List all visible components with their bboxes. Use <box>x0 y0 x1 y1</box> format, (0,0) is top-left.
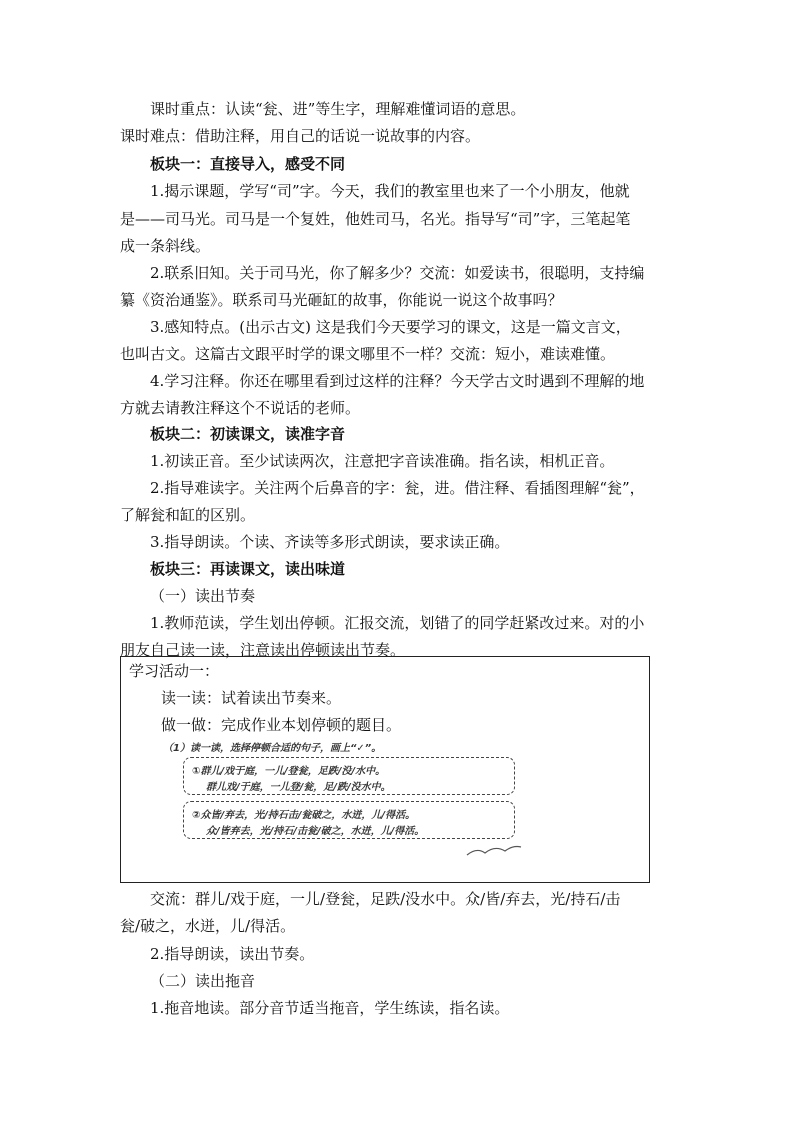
paragraph-line: 了解瓮和缸的区别。 <box>120 506 256 524</box>
paragraph-line: 3.感知特点。(出示古文) 这是我们今天要学习的课文，这是一篇文言文， <box>150 318 631 336</box>
paragraph-line: 1.拖音地读。部分音节适当拖音，学生练读，指名读。 <box>150 999 510 1017</box>
paragraph-line: 交流：群儿/戏于庭，一儿/登瓮，足跌/没水中。众/皆/弃去，光/持石/击 <box>150 890 621 908</box>
paragraph-line: 1.揭示课题，学写“司”字。今天，我们的教室里也来了一个小朋友，他就 <box>150 182 630 200</box>
paragraph-line: 成一条斜线。 <box>120 237 211 255</box>
key-points-line: 课时重点：认读“瓮、进”等生字，理解难懂词语的意思。 <box>150 100 526 118</box>
exercise-title: （1）读一读，选择停顿合适的句子，画上“✓”。 <box>163 743 382 754</box>
paragraph-line: 1.初读正音。至少试读两次，注意把字音读准确。指名读，相机正音。 <box>150 452 615 470</box>
exercise-image <box>163 739 523 851</box>
paragraph-line: 也叫古文。这篇古文跟平时学的课文哪里不一样？交流：短小，难读难懂。 <box>120 345 616 363</box>
exercise-group-2 <box>183 801 515 839</box>
paragraph-line: 1.教师范读，学生划出停顿。汇报交流，划错了的同学赶紧改过来。对的小 <box>150 614 645 632</box>
activity-do: 做一做：完成作业本划停顿的题目。 <box>161 716 402 734</box>
exercise-option: 众/皆弃去，光/持石/击瓮/破之，水迸，儿/得活。 <box>206 826 425 837</box>
subsection-heading: （二）读出拖音 <box>150 972 256 990</box>
exercise-option: ①群儿/戏于庭，一儿/登瓮，足跌/没/水中。 <box>192 766 386 777</box>
paragraph-line: 方就去请教注释这个不说话的老师。 <box>120 399 361 417</box>
paragraph-line: 是——司马光。司马是一个复姓，他姓司马，名光。指导写“司”字，三笔起笔 <box>120 210 631 228</box>
handwriting-mark <box>465 841 525 861</box>
paragraph-line: 3.指导朗读。个读、齐读等多形式朗读，要求读正确。 <box>150 533 510 551</box>
exercise-option: 群儿戏/于庭，一儿登/瓮，足/跌/没水中。 <box>206 782 391 793</box>
paragraph-line: 朋友自己读一读，注意读出停顿读出节奏。 <box>120 641 406 659</box>
exercise-group-1 <box>183 757 515 795</box>
difficulty-line: 课时难点：借助注释，用自己的话说一说故事的内容。 <box>120 127 481 145</box>
learning-activity-box <box>120 656 650 883</box>
paragraph-line: 2.指导难读字。关注两个后鼻音的字：瓮，进。借注释、看插图理解“瓮”， <box>150 479 645 497</box>
section-heading-2: 板块二：初读课文，读准字音 <box>150 425 346 443</box>
paragraph-line: 瓮/破之，水迸，儿/得活。 <box>120 917 296 935</box>
paragraph-line: 2.联系旧知。关于司马光，你了解多少？交流：如爱读书，很聪明，支持编 <box>150 264 645 282</box>
activity-title: 学习活动一： <box>129 662 220 680</box>
paragraph-line: 2.指导朗读，读出节奏。 <box>150 945 315 963</box>
activity-read: 读一读：试着读出节奏来。 <box>161 689 342 707</box>
section-heading-1: 板块一：直接导入，感受不同 <box>150 155 346 173</box>
subsection-heading: （一）读出节奏 <box>150 587 256 605</box>
section-heading-3: 板块三：再读课文，读出味道 <box>150 560 346 578</box>
exercise-option: ②众皆/弃去，光/持石击/瓮破之，水迸，儿/得活。 <box>192 810 416 821</box>
paragraph-line: 纂《资治通鉴》。联系司马光砸缸的故事，你能说一说这个故事吗？ <box>120 291 563 309</box>
paragraph-line: 4.学习注释。你还在哪里看到过这样的注释？今天学古文时遇到不理解的地 <box>150 372 645 390</box>
